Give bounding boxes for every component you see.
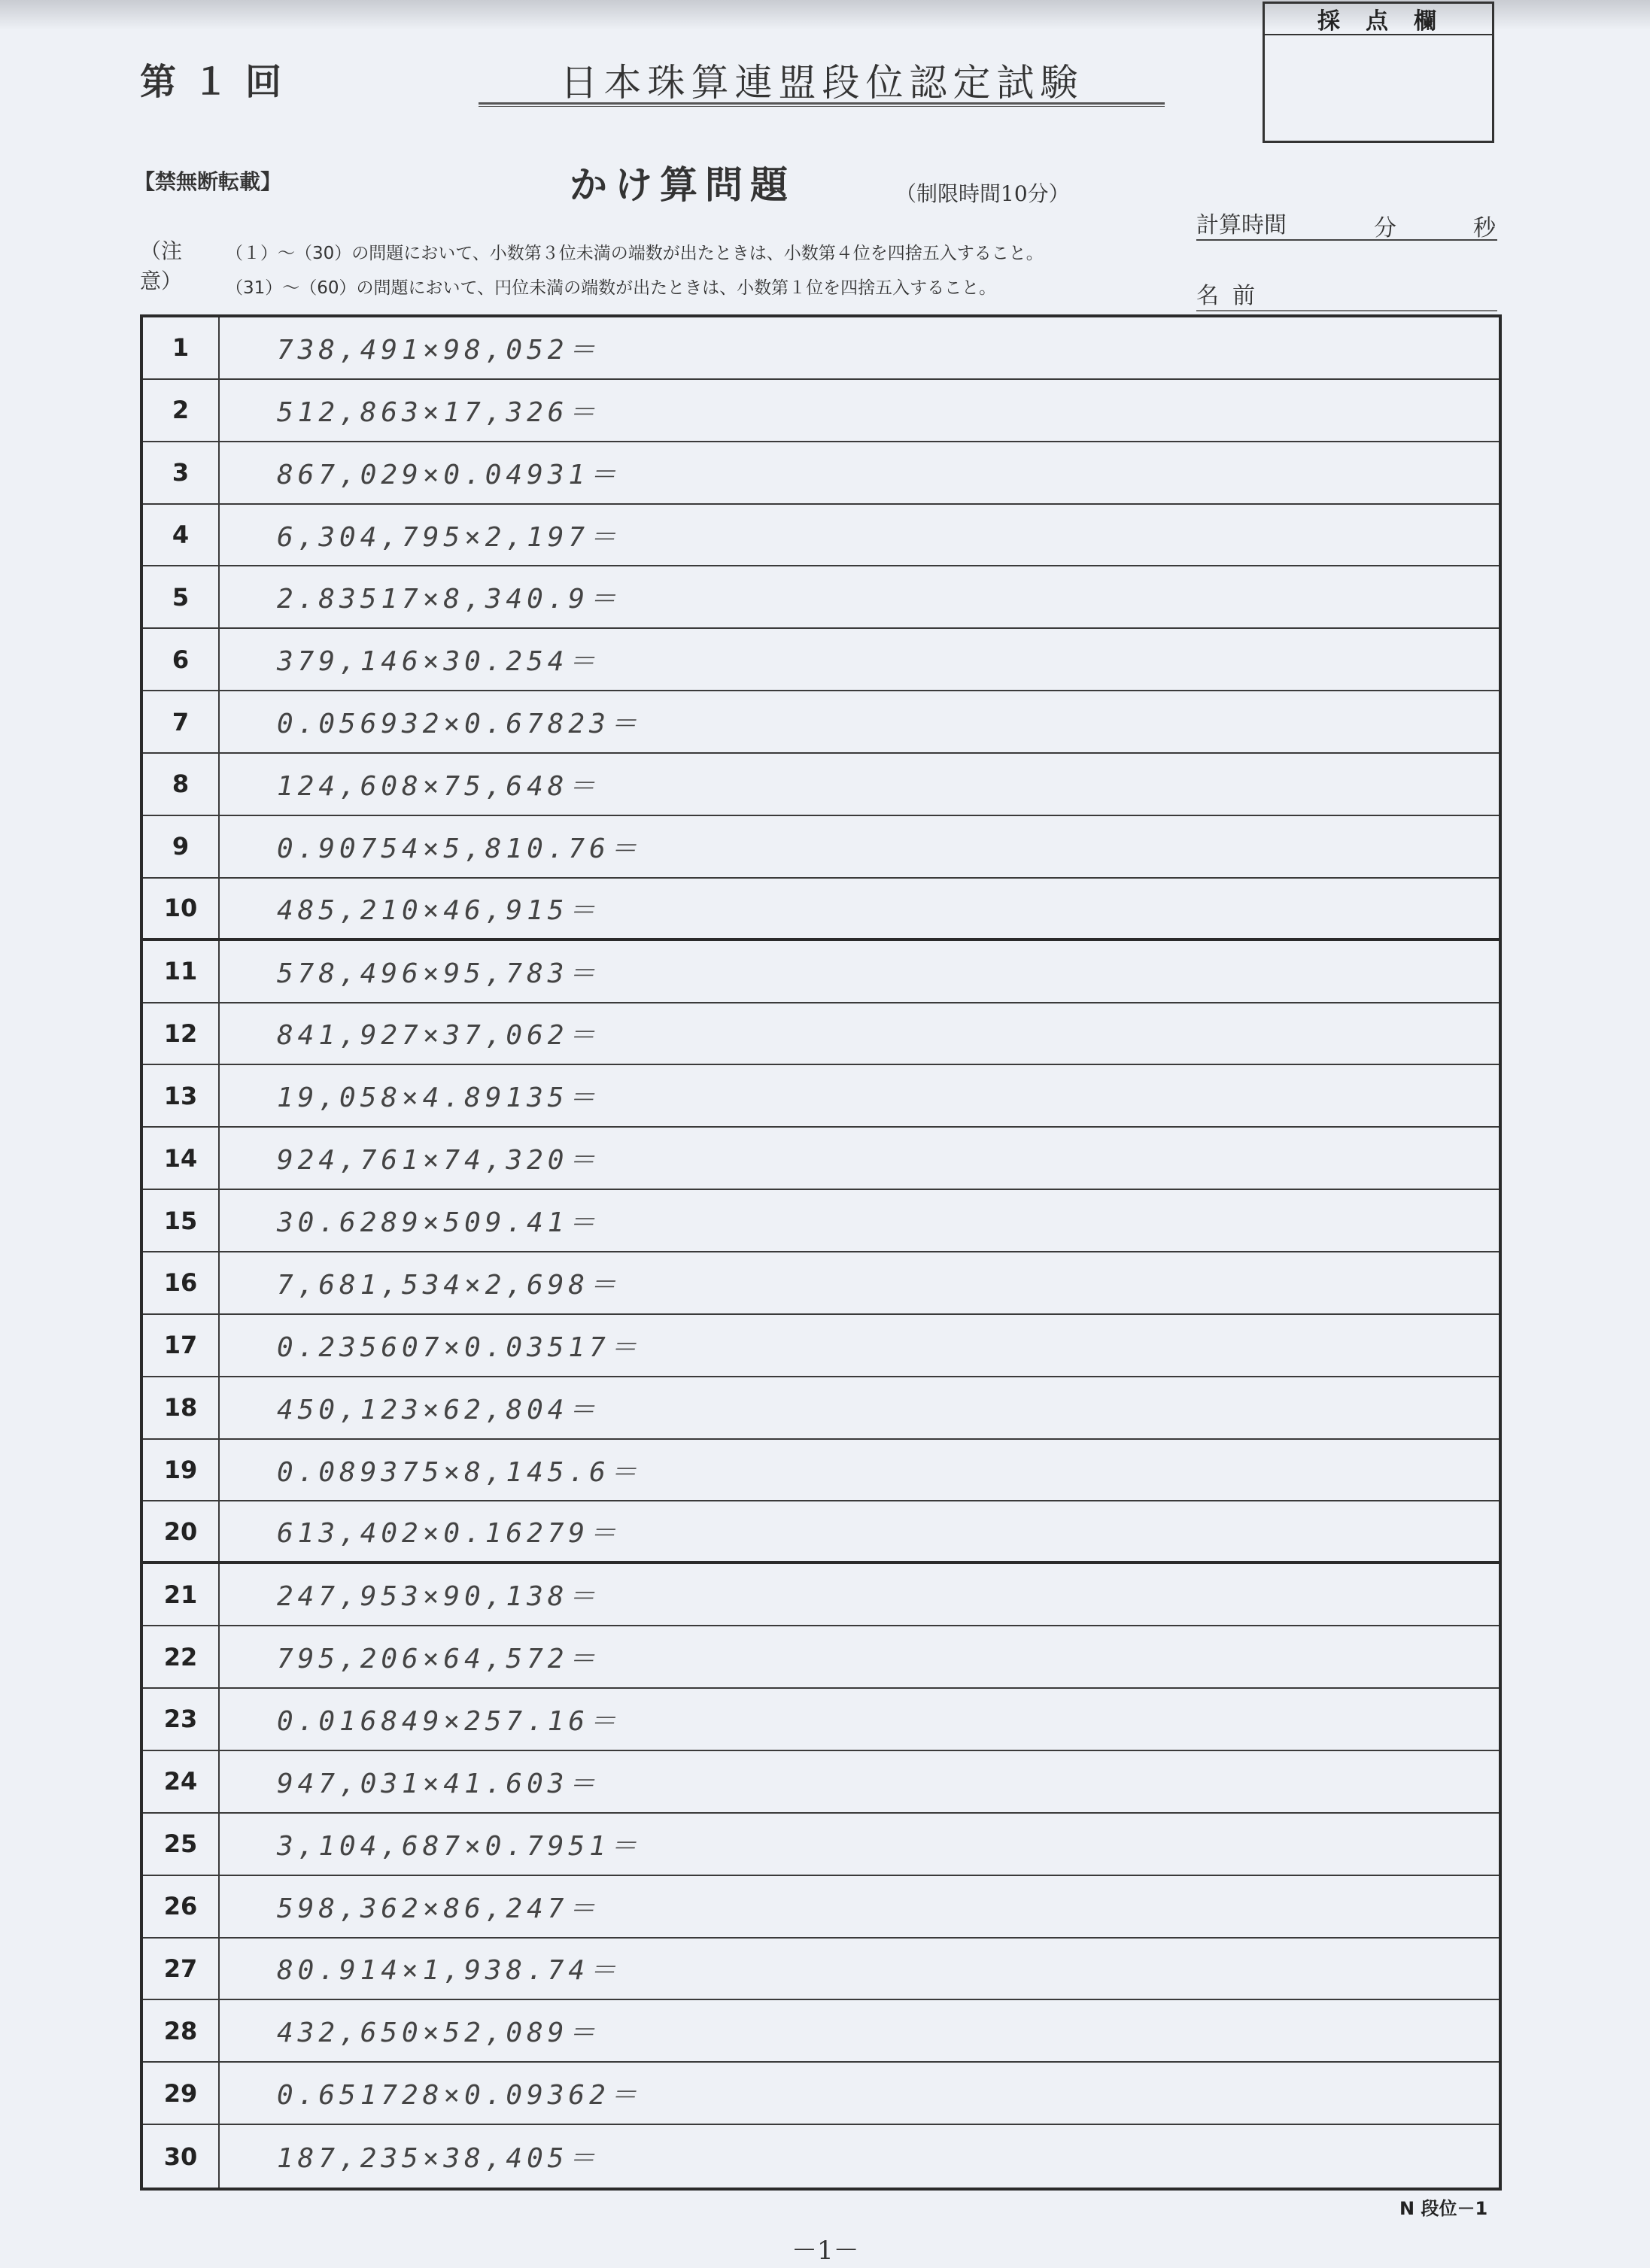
- problem-number: 2: [143, 380, 220, 441]
- score-box: [1263, 2, 1494, 143]
- problem-number: 25: [143, 1814, 220, 1875]
- problem-number: 23: [143, 1689, 220, 1750]
- problem-number: 9: [143, 816, 220, 877]
- problem-expression: 867,029×0.04931＝: [277, 459, 621, 490]
- problem-number: 22: [143, 1626, 220, 1687]
- name-field[interactable]: [1196, 277, 1497, 311]
- problem-expression: 598,362×86,247＝: [277, 1893, 600, 1924]
- problem-expression: 0.235607×0.03517＝: [277, 1331, 642, 1363]
- problem-expression: 578,496×95,783＝: [277, 958, 600, 989]
- problem-number: 16: [143, 1252, 220, 1313]
- problem-row: [143, 879, 1499, 941]
- note-line-2: （31）～（60）の問題において、円位未満の端数が出たときは、小数第１位を四捨五入すること。: [226, 278, 997, 298]
- problem-row: [143, 1065, 1499, 1128]
- problem-expression: 0.016849×257.16＝: [277, 1705, 621, 1737]
- problem-expression: 80.914×1,938.74＝: [277, 1955, 621, 1987]
- problem-row: [143, 505, 1499, 567]
- problem-expression: 6,304,795×2,197＝: [277, 521, 621, 553]
- problem-row: [143, 941, 1499, 1003]
- problem-number: 8: [143, 754, 220, 815]
- problem-expression: 3,104,687×0.7951＝: [277, 1830, 642, 1862]
- problem-row: [143, 1501, 1499, 1564]
- problem-row: [143, 1440, 1499, 1502]
- problem-row: [143, 442, 1499, 505]
- problem-expression: 0.089375×8,145.6＝: [277, 1456, 642, 1488]
- problem-number: 26: [143, 1876, 220, 1937]
- problem-expression: 0.90754×5,810.76＝: [277, 833, 642, 864]
- problem-number: 17: [143, 1315, 220, 1376]
- problem-expression: 841,927×37,062＝: [277, 1020, 600, 1052]
- problem-expression: 247,953×90,138＝: [277, 1581, 600, 1613]
- problem-number: 4: [143, 505, 220, 566]
- problem-number: 3: [143, 442, 220, 503]
- exam-title: 日本珠算連盟段位認定試験: [560, 61, 1084, 105]
- problem-row: [143, 2125, 1499, 2188]
- problem-row: [143, 2000, 1499, 2063]
- problem-row: [143, 1003, 1499, 1066]
- section-title: かけ算問題: [570, 163, 795, 207]
- problem-number: 15: [143, 1190, 220, 1251]
- problem-number: 10: [143, 879, 220, 938]
- note-line-1: （１）～（30）の問題において、小数第３位未満の端数が出たときは、小数第４位を四捨五入すること。: [226, 244, 1044, 263]
- problem-row: [143, 2063, 1499, 2125]
- problem-number: 1: [143, 317, 220, 378]
- problem-number: 7: [143, 691, 220, 752]
- problem-row: [143, 1814, 1499, 1876]
- problem-row: [143, 317, 1499, 380]
- problem-row: [143, 629, 1499, 691]
- problem-expression: 0.651728×0.09362＝: [277, 2080, 642, 2112]
- problem-expression: 0.056932×0.67823＝: [277, 709, 642, 740]
- problem-number: 28: [143, 2000, 220, 2061]
- problem-row: [143, 1128, 1499, 1190]
- problem-number: 11: [143, 941, 220, 1002]
- problem-number: 13: [143, 1065, 220, 1126]
- problem-expression: 795,206×64,572＝: [277, 1644, 600, 1675]
- problem-number: 27: [143, 1939, 220, 1999]
- problem-number: 20: [143, 1501, 220, 1561]
- problem-number: 12: [143, 1003, 220, 1064]
- problem-row: [143, 1315, 1499, 1377]
- problem-expression: 30.6289×509.41＝: [277, 1207, 600, 1239]
- notes-heading: （注意）: [140, 238, 183, 293]
- problem-number: 29: [143, 2063, 220, 2124]
- calc-time-field[interactable]: [1196, 206, 1497, 241]
- problem-row: [143, 1876, 1499, 1939]
- calc-time-label: 計算時間: [1196, 212, 1287, 238]
- problem-row: [143, 816, 1499, 879]
- problem-row: [143, 1564, 1499, 1626]
- problem-row: [143, 1190, 1499, 1252]
- problem-expression: 485,210×46,915＝: [277, 894, 600, 926]
- score-label: 採点欄: [1265, 4, 1492, 35]
- exam-round: 第１回: [140, 61, 299, 103]
- problem-row: [143, 1689, 1499, 1751]
- problem-expression: 450,123×62,804＝: [277, 1394, 600, 1425]
- problem-expression: 432,650×52,089＝: [277, 2018, 600, 2049]
- problem-number: 30: [143, 2125, 220, 2188]
- problem-row: [143, 1939, 1499, 2001]
- problem-number: 21: [143, 1564, 220, 1625]
- form-code: N 段位－1: [1399, 2198, 1488, 2219]
- no-reprint-notice: 【禁無断転載】: [134, 169, 282, 194]
- problem-expression: 613,402×0.16279＝: [277, 1518, 621, 1550]
- time-limit: （制限時間10分）: [895, 181, 1070, 206]
- problem-expression: 512,863×17,326＝: [277, 396, 600, 428]
- problem-number: 14: [143, 1128, 220, 1189]
- problem-number: 19: [143, 1440, 220, 1501]
- problem-expression: 7,681,534×2,698＝: [277, 1269, 621, 1301]
- problem-expression: 2.83517×8,340.9＝: [277, 584, 621, 615]
- problem-expression: 738,491×98,052＝: [277, 334, 600, 366]
- problem-row: [143, 1751, 1499, 1814]
- problem-expression: 124,608×75,648＝: [277, 770, 600, 802]
- seconds-label: 秒: [1473, 215, 1496, 241]
- problem-expression: 924,761×74,320＝: [277, 1145, 600, 1177]
- problem-row: [143, 754, 1499, 816]
- minutes-label: 分: [1374, 215, 1396, 241]
- problem-row: [143, 566, 1499, 629]
- problem-number: 5: [143, 566, 220, 627]
- name-label: 名前: [1196, 283, 1269, 309]
- problem-expression: 947,031×41.603＝: [277, 1768, 600, 1799]
- problem-expression: 187,235×38,405＝: [277, 2143, 600, 2175]
- problem-number: 24: [143, 1751, 220, 1812]
- title-underline: [479, 102, 1165, 107]
- problem-row: [143, 380, 1499, 442]
- problem-expression: 19,058×4.89135＝: [277, 1082, 600, 1114]
- problem-number: 18: [143, 1377, 220, 1438]
- problem-row: [143, 1626, 1499, 1689]
- problem-number: 6: [143, 629, 220, 690]
- page-number: －1－: [792, 2236, 859, 2266]
- problem-row: [143, 691, 1499, 754]
- problem-row: [143, 1252, 1499, 1315]
- problem-expression: 379,146×30.254＝: [277, 646, 600, 678]
- problem-row: [143, 1377, 1499, 1440]
- problems-table: [140, 314, 1502, 2191]
